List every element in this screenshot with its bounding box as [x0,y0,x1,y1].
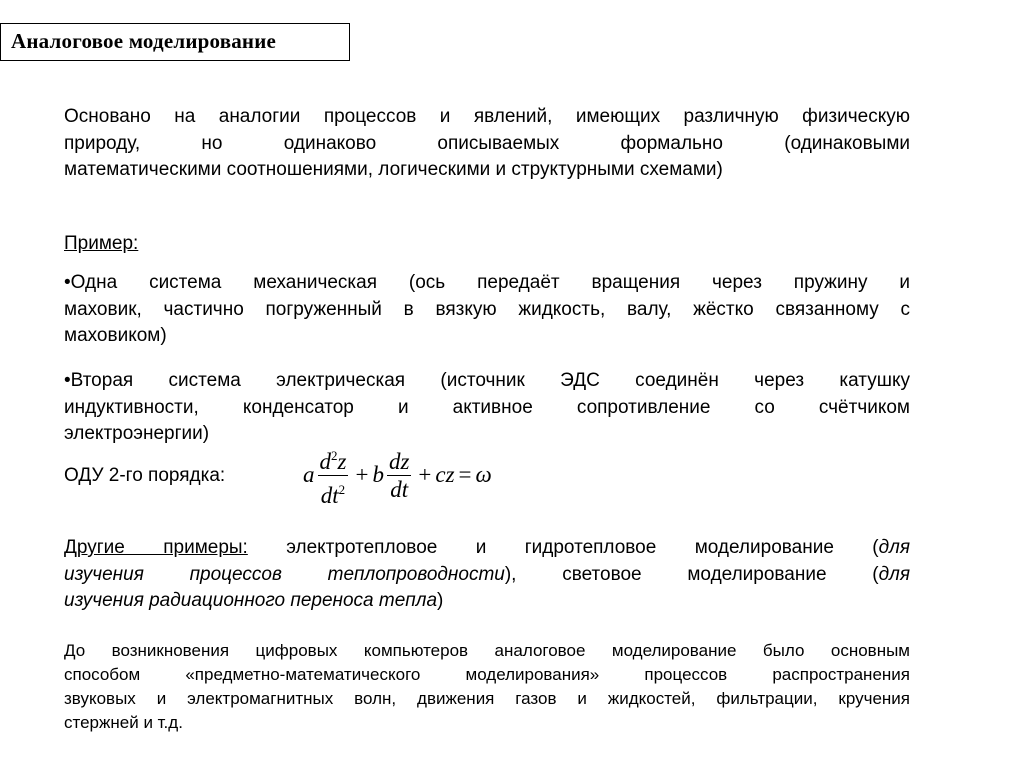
electrical-line-3: электроэнергии) [64,423,210,444]
mechanical-line-1: •Одна система механическая (ось передаёт вращения через пружину и [64,272,910,293]
equals-sign: = [458,462,472,487]
plus-sign: + [355,462,369,487]
term-cz: cz [435,462,455,487]
ode-formula [303,442,492,508]
rhs-omega: ω [475,462,492,487]
frac2-numerator: dz [388,448,410,474]
frac1-num-d: d [319,448,331,474]
mechanical-line-2: маховик, частично погруженный в вязкую жидкость, валу, жёстко связанному с [64,298,910,320]
slide-title: Аналоговое моделирование [11,29,277,53]
plus-sign: + [418,462,432,487]
history-line-3: звуковых и электромагнитных волн, движения газов и жидкостей, фильтрации, кручения [64,689,910,708]
frac2-denominator: dt [390,476,409,502]
history-paragraph [64,639,910,735]
history-line-4: стержней и т.д. [64,713,183,732]
electrical-line-2: индуктивности, конденсатор и активное сопротивление со счётчиком [64,396,910,418]
slide-title-box [0,23,350,61]
other-examples-paragraph [64,535,910,615]
other-line-2 [64,562,910,589]
intro-line-1: Основано на аналогии процессов и явлений, имеющих различную физическую [64,106,910,127]
frac1-num-var: z [337,448,347,474]
example-label: Пример: [64,233,139,254]
electrical-system-bullet [64,368,910,448]
other-examples-label: Другие примеры: [64,537,248,558]
frac1-num-sup: 2 [331,447,338,463]
other-line3-italic: изучения радиационного переноса тепла [64,590,438,611]
other-line2-text: ), световое моделирование ( [504,563,879,585]
mechanical-system-bullet [64,270,910,350]
electrical-line-1: •Вторая система электрическая (источник ЭДС соединён через катушку [64,370,910,391]
other-line1-italic: для [878,537,910,558]
coef-a: a [303,462,315,487]
other-line2-italic: изучения процессов теплопроводности [64,563,505,585]
coef-b: b [372,462,384,487]
second-derivative-fraction [318,442,349,509]
frac1-denominator [319,476,347,509]
other-line1-text: электротепловое и гидротепловое моделирование ( [247,537,879,558]
intro-line-3: математическими соотношениями, логическими и структурными схемами) [64,159,723,180]
intro-line-2: природу, но одинаково описываемых формально (одинаковыми [64,132,910,154]
other-line2-italic-end: для [878,563,911,585]
ode-label-row [64,463,225,490]
other-line-1 [64,535,910,562]
other-line3-text: ) [437,590,444,611]
other-line-3 [64,588,910,615]
frac1-numerator [318,442,349,475]
frac1-den-dt: dt [320,482,339,508]
example-heading [64,231,910,258]
mechanical-line-3: маховиком) [64,325,167,346]
first-derivative-fraction [387,448,411,503]
history-line-2: способом «предметно-математического моделирования» процессов распространения [64,665,910,684]
intro-paragraph [64,104,910,184]
history-line-1: До возникновения цифровых компьютеров аналоговое моделирование было основным [64,641,910,660]
frac1-den-sup: 2 [338,481,346,497]
ode-label: ОДУ 2-го порядка: [64,465,226,486]
